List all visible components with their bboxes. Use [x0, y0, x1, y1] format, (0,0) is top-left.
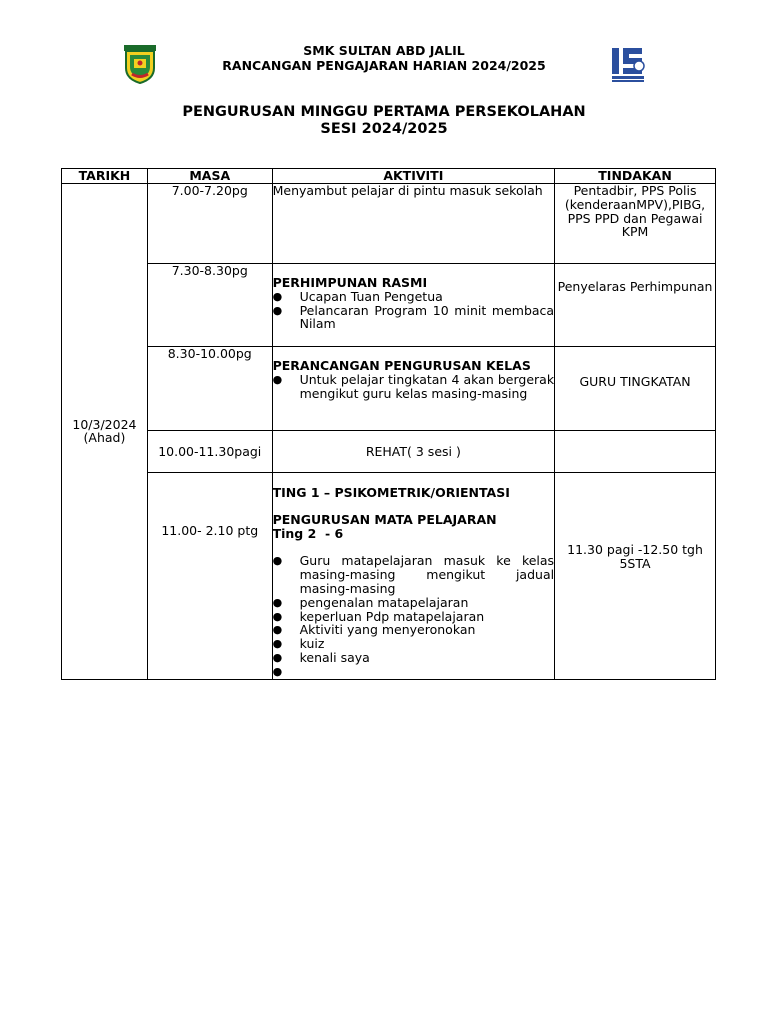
list-item [273, 665, 554, 679]
aktiviti-list [273, 290, 554, 331]
masa-cell: 7.00-7.20pg [147, 184, 272, 264]
school-name: SMK SULTAN ABD JALIL [303, 43, 465, 58]
list-item: ● kuiz [273, 637, 554, 651]
masa-cell: 7.30-8.30pg [147, 264, 272, 347]
document-subtitle: RANCANGAN PENGAJARAN HARIAN 2024/2025 [222, 58, 546, 73]
column-header-aktiviti: AKTIVITI [272, 169, 554, 184]
tindakan-cell: 11.30 pagi -12.50 tgh 5STA [555, 473, 716, 680]
masa-cell: 11.00- 2.10 ptg [147, 473, 272, 680]
aktiviti-cell [272, 473, 554, 680]
anniversary-logo-icon [609, 44, 647, 84]
tindakan-cell [555, 431, 716, 473]
aktiviti-cell [272, 264, 554, 347]
aktiviti-heading: TING 1 – PSIKOMETRIK/ORIENTASI [272, 485, 510, 500]
masa-cell: 8.30-10.00pg [147, 347, 272, 431]
list-item: ● Untuk pelajar tingkatan 4 akan bergerak mengikut guru kelas masing-masing [273, 373, 554, 401]
column-header-tarikh: TARIKH [62, 169, 148, 184]
list-item: ● pengenalan matapelajaran [273, 596, 554, 610]
document-header [0, 43, 768, 73]
list-item: ● Aktiviti yang menyeronokan [273, 623, 554, 637]
aktiviti-cell [272, 347, 554, 431]
list-item: ● Ucapan Tuan Pengetua [273, 290, 554, 304]
column-header-tindakan: TINDAKAN [555, 169, 716, 184]
table-row [62, 347, 716, 431]
aktiviti-heading: PERANCANGAN PENGURUSAN KELAS [272, 358, 531, 373]
date-value: 10/3/2024 [72, 416, 137, 432]
list-item: ● Guru matapelajaran masuk ke kelas masing-masing mengikut jadual masing-masing [273, 554, 554, 595]
title-line-2: SESI 2024/2025 [320, 121, 448, 137]
aktiviti-subheading-ting: Ting 2 - 6 [272, 525, 344, 541]
table-row [62, 264, 716, 347]
aktiviti-cell: REHAT( 3 sesi ) [272, 431, 554, 473]
schedule-table [61, 168, 716, 680]
aktiviti-heading: PERHIMPUNAN RASMI [272, 275, 428, 290]
day-value: (Ahad) [83, 430, 126, 446]
list-item: ● kenali saya [273, 651, 554, 665]
column-header-masa: MASA [147, 169, 272, 184]
list-item: ● keperluan Pdp matapelajaran [273, 610, 554, 624]
list-item: ● Pelancaran Program 10 minit membaca Nilam [273, 304, 554, 332]
table-row [62, 473, 716, 680]
date-cell [62, 184, 148, 680]
tindakan-cell: GURU TINGKATAN [555, 347, 716, 431]
table-row [62, 431, 716, 473]
aktiviti-list [273, 554, 554, 678]
aktiviti-cell [272, 184, 554, 264]
tindakan-cell: Penyelaras Perhimpunan [555, 264, 716, 347]
masa-cell: 10.00-11.30pagi [147, 431, 272, 473]
aktiviti-text: Menyambut pelajar di pintu masuk sekolah [272, 183, 543, 198]
tindakan-cell: Pentadbir, PPS Polis (kenderaanMPV),PIBG, PPS PPD dan Pegawai KPM [555, 184, 716, 264]
table-row [62, 184, 716, 264]
aktiviti-subheading: PENGURUSAN MATA PELAJARAN [272, 511, 497, 527]
table-header-row [62, 169, 716, 184]
document-title [0, 104, 768, 138]
aktiviti-list [273, 373, 554, 401]
title-line-1: PENGURUSAN MINGGU PERTAMA PERSEKOLAHAN [182, 104, 586, 120]
